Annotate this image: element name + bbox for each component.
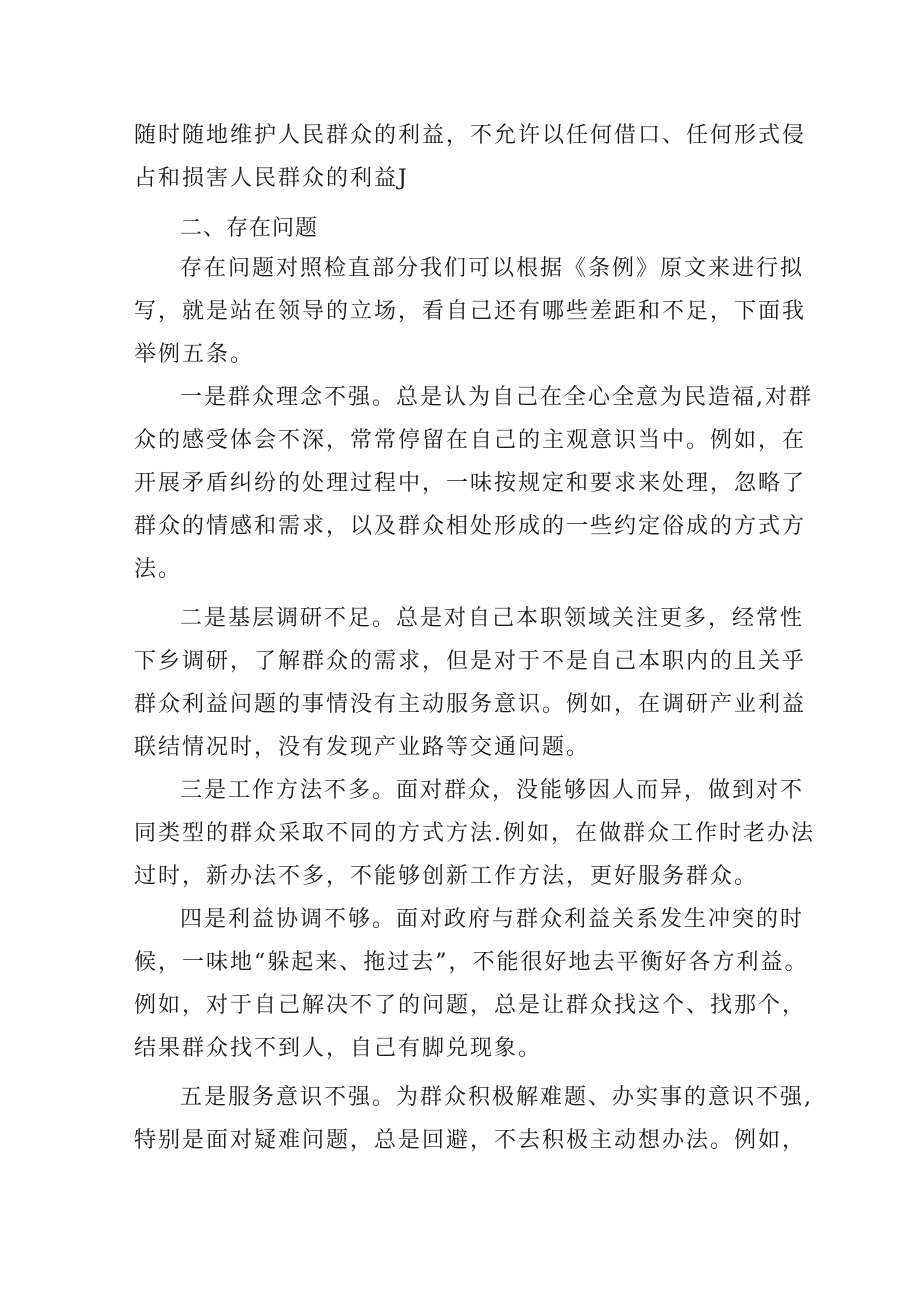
text-line: 五是服务意识不强。为群众积极解难题、办实事的意识不强, xyxy=(180,1085,813,1110)
text-line: 例如，对于自己解决不了的问题，总是让群众找这个、找那个， xyxy=(134,993,807,1018)
text-line: 下乡调研，了解群众的需求，但是对于不是自己本职内的且关乎 xyxy=(134,649,807,674)
text-line: 联结情况时，没有发现产业路等交通问题。 xyxy=(134,735,591,760)
text-line: 群众的情感和需求，以及群众相处形成的一些约定俗成的方式方 xyxy=(134,514,807,539)
text-line: 三是工作方法不多。面对群众，没能够因人而异，做到对不 xyxy=(180,778,805,803)
section-heading: 二、存在问题 xyxy=(180,216,319,241)
text-line: 结果群众找不到人，自己有脚兑现象。 xyxy=(134,1036,543,1061)
text-line: 法。 xyxy=(134,557,183,582)
text-line: 众的感受体会不深，常常停留在自己的主观意识当中。例如，在 xyxy=(134,428,807,453)
text-line: 过时，新办法不多，不能够创新工作方法，更好服务群众。 xyxy=(134,864,759,889)
text-line: 四是利益协调不够。面对政府与群众利益关系发生冲突的时 xyxy=(180,907,805,932)
text-line: 占和损害人民群众的利益J xyxy=(134,166,409,191)
text-line: 候，一味地“躲起来、拖过去”，不能很好地去平衡好各方利益。 xyxy=(134,950,809,975)
text-line: 存在问题对照检直部分我们可以根据《条例》原文来进行拟 xyxy=(180,256,805,281)
text-line: 随时随地维护人民群众的利益，不允许以任何借口、任何形式侵 xyxy=(134,123,807,148)
text-line: 写，就是站在领导的立场，看自己还有哪些差距和不足，下面我 xyxy=(134,299,807,324)
text-line: 举例五条。 xyxy=(134,342,255,367)
text-line: 群众利益问题的事情没有主动服务意识。例如，在调研产业利益 xyxy=(134,692,807,717)
text-line: 开展矛盾纠纷的处理过程中，一味按规定和要求来处理，忽略了 xyxy=(134,471,807,496)
text-line: 一是群众理念不强。总是认为自己在全心全意为民造福,对群 xyxy=(180,385,813,410)
text-line: 特别是面对疑难问题，总是回避，不去积极主动想办法。例如， xyxy=(134,1128,807,1153)
text-line: 同类型的群众采取不同的方式方法.例如，在做群众工作时老办法 xyxy=(134,821,815,846)
text-line: 二是基层调研不足。总是对自己本职领域关注更多，经常性 xyxy=(180,606,805,631)
